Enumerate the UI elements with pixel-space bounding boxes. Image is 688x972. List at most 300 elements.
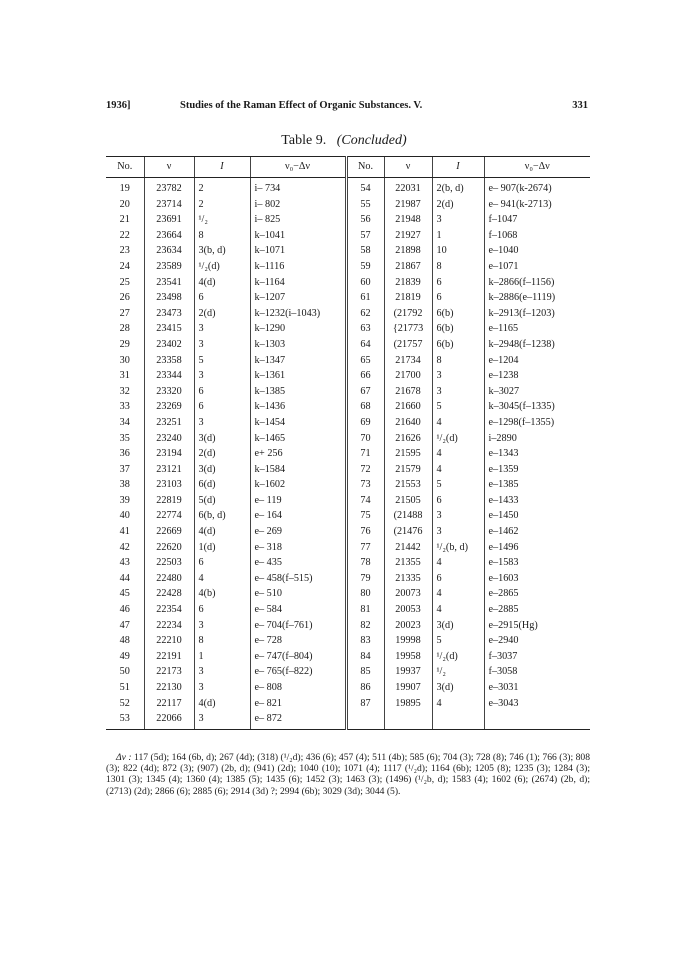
cell-nu: 23473 [144, 306, 194, 322]
cell-intensity: 6 [194, 384, 250, 400]
table-row [106, 493, 590, 509]
cell-no: 77 [346, 540, 384, 556]
table-row [106, 415, 590, 431]
cell-nu: 22480 [144, 571, 194, 587]
cell-nu: 20023 [384, 618, 432, 634]
cell-assignment: e– 119 [250, 493, 346, 509]
cell-no: 35 [119, 432, 130, 444]
col-header-no: No. [346, 157, 384, 178]
table-row [106, 275, 590, 291]
cell-no: 38 [119, 479, 130, 491]
cell-assignment: f–1068 [484, 228, 590, 244]
cell-intensity: 3 [194, 680, 250, 696]
table-row [106, 462, 590, 478]
cell-no: 41 [119, 526, 130, 538]
cell-no: 52 [119, 697, 130, 709]
cell-nu: 22031 [384, 178, 432, 197]
cell-intensity: 5(d) [194, 493, 250, 509]
cell-no: 86 [346, 680, 384, 696]
cell-no: 87 [346, 696, 384, 712]
cell-assignment: k–2948(f–1238) [484, 337, 590, 353]
cell-intensity: 4 [432, 602, 484, 618]
cell-no: 39 [119, 494, 130, 506]
cell-intensity: 4(b) [194, 586, 250, 602]
cell-assignment: e– 269 [250, 524, 346, 540]
cell-nu: 19958 [384, 649, 432, 665]
cell-nu: 23402 [144, 337, 194, 353]
cell-assignment: e– 808 [250, 680, 346, 696]
cell-intensity: 3 [194, 321, 250, 337]
cell-no: 60 [346, 275, 384, 291]
cell-no: 46 [119, 604, 130, 616]
cell-intensity: 6 [194, 399, 250, 415]
cell-nu: 23344 [144, 368, 194, 384]
table-row [106, 633, 590, 649]
table-row [106, 586, 590, 602]
cell-no: 78 [346, 555, 384, 571]
cell-intensity: 3(d) [194, 431, 250, 447]
cell-assignment: f–1047 [484, 212, 590, 228]
cell-assignment: e– 821 [250, 696, 346, 712]
cell-no: 67 [346, 384, 384, 400]
cell-no: 81 [346, 602, 384, 618]
cell-no: 69 [346, 415, 384, 431]
cell-intensity: 6 [194, 555, 250, 571]
table-row [106, 353, 590, 369]
cell-assignment: e– 747(f–804) [250, 649, 346, 665]
cell-no: 68 [346, 399, 384, 415]
col-header-nu: ν [144, 157, 194, 178]
cell-nu: 21595 [384, 446, 432, 462]
cell-intensity: 4 [432, 555, 484, 571]
cell-assignment: k–1584 [250, 462, 346, 478]
cell-intensity: 6(b) [432, 337, 484, 353]
cell-nu: 21660 [384, 399, 432, 415]
cell-nu: 21505 [384, 493, 432, 509]
cell-no: 80 [346, 586, 384, 602]
table-row [106, 290, 590, 306]
cell-assignment: e–2885 [484, 602, 590, 618]
table-row [106, 618, 590, 634]
cell-intensity: 5 [194, 353, 250, 369]
table-header-row [106, 157, 590, 178]
cell-assignment: e–1343 [484, 446, 590, 462]
cell-no: 59 [346, 259, 384, 275]
table-row [106, 524, 590, 540]
cell-no: 54 [346, 178, 384, 197]
cell-assignment: e– 872 [250, 711, 346, 729]
cell-no: 63 [346, 321, 384, 337]
cell-assignment: e–1359 [484, 462, 590, 478]
cell-no: 70 [346, 431, 384, 447]
cell-nu: 23782 [144, 178, 194, 197]
cell-intensity: 8 [432, 259, 484, 275]
cell-no: 71 [346, 446, 384, 462]
cell-intensity: 2 [194, 178, 250, 197]
cell-intensity: 5 [432, 399, 484, 415]
cell-no: 48 [119, 635, 130, 647]
cell-assignment: k–2866(f–1156) [484, 275, 590, 291]
cell-assignment: k–1436 [250, 399, 346, 415]
cell-intensity: 8 [194, 228, 250, 244]
cell-intensity: 4 [432, 415, 484, 431]
cell-intensity: 5 [432, 633, 484, 649]
cell-nu: 20053 [384, 602, 432, 618]
cell-nu: 23269 [144, 399, 194, 415]
cell-nu: 19998 [384, 633, 432, 649]
cell-intensity: 6 [194, 290, 250, 306]
cell-intensity: 3 [432, 384, 484, 400]
table-row [106, 477, 590, 493]
cell-nu: 22428 [144, 586, 194, 602]
cell-assignment: e–1603 [484, 571, 590, 587]
cell-no: 73 [346, 477, 384, 493]
cell-intensity: ¹/₂ [432, 664, 484, 680]
cell-no: 20 [119, 198, 130, 210]
cell-assignment: e– 765(f–822) [250, 664, 346, 680]
cell-intensity: ¹/₂ [194, 212, 250, 228]
cell-intensity: 2(d) [432, 197, 484, 213]
cell-intensity: 3(b, d) [194, 243, 250, 259]
cell-nu: 21335 [384, 571, 432, 587]
cell-no: 55 [346, 197, 384, 213]
cell-nu: 23251 [144, 415, 194, 431]
cell-assignment: e– 907(k-2674) [484, 178, 590, 197]
cell-assignment: k–1207 [250, 290, 346, 306]
cell-nu: 23194 [144, 446, 194, 462]
cell-intensity: 6(b) [432, 306, 484, 322]
running-header [106, 100, 588, 116]
cell-no: 47 [119, 619, 130, 631]
cell-nu: 21626 [384, 431, 432, 447]
cell-assignment: i– 825 [250, 212, 346, 228]
cell-nu: 22130 [144, 680, 194, 696]
col-header-assignment: ν₀−Δν [484, 157, 590, 178]
cell-nu: 22234 [144, 618, 194, 634]
cell-nu: 21442 [384, 540, 432, 556]
table-row [106, 399, 590, 415]
cell-nu: 22819 [144, 493, 194, 509]
cell-nu: 23541 [144, 275, 194, 291]
table-row [106, 337, 590, 353]
table-row [106, 321, 590, 337]
cell-assignment: e–1462 [484, 524, 590, 540]
cell-assignment: e+ 256 [250, 446, 346, 462]
table-row [106, 259, 590, 275]
cell-assignment: k–1303 [250, 337, 346, 353]
table-row [106, 696, 590, 712]
cell-intensity: 4 [432, 446, 484, 462]
cell-intensity: 3 [194, 337, 250, 353]
cell-intensity: ¹/₂(b, d) [432, 540, 484, 556]
footnote [106, 752, 590, 797]
cell-intensity: 3 [194, 711, 250, 729]
table-row [106, 664, 590, 680]
cell-intensity: 6 [432, 571, 484, 587]
cell-no: 36 [119, 448, 130, 460]
cell-nu: 21700 [384, 368, 432, 384]
cell-nu: 22503 [144, 555, 194, 571]
table-caption-note: (Concluded) [336, 133, 407, 148]
header-title: Studies of the Raman Effect of Organic Substances. V. [180, 100, 423, 111]
cell-intensity: 3(d) [194, 462, 250, 478]
cell-assignment: e– 941(k-2713) [484, 197, 590, 213]
cell-nu: 22066 [144, 711, 194, 729]
cell-assignment: e–3031 [484, 680, 590, 696]
cell-nu: 20073 [384, 586, 432, 602]
cell-assignment: f–3037 [484, 649, 590, 665]
cell-nu: 21640 [384, 415, 432, 431]
cell-assignment: e–2865 [484, 586, 590, 602]
cell-assignment: k–1290 [250, 321, 346, 337]
cell-no: 25 [119, 276, 130, 288]
cell-assignment: e– 584 [250, 602, 346, 618]
cell-intensity [432, 711, 484, 729]
cell-no: 29 [119, 338, 130, 350]
cell-no: 45 [119, 588, 130, 600]
cell-assignment: k–1454 [250, 415, 346, 431]
cell-nu: 21839 [384, 275, 432, 291]
cell-intensity: 4(d) [194, 524, 250, 540]
table-row [106, 384, 590, 400]
cell-assignment: e–1298(f–1355) [484, 415, 590, 431]
cell-intensity: 4 [432, 586, 484, 602]
cell-intensity: 8 [194, 633, 250, 649]
cell-nu: 23320 [144, 384, 194, 400]
cell-no: 51 [119, 682, 130, 693]
cell-no: 82 [346, 618, 384, 634]
cell-nu: (21476 [384, 524, 432, 540]
cell-nu: 23121 [144, 462, 194, 478]
cell-intensity: 3(d) [432, 680, 484, 696]
cell-assignment: i– 734 [250, 178, 346, 197]
cell-nu: (21792 [384, 306, 432, 322]
cell-nu: 22210 [144, 633, 194, 649]
cell-assignment: e–1071 [484, 259, 590, 275]
cell-nu: (21488 [384, 508, 432, 524]
raman-data-table [106, 156, 590, 730]
cell-no: 30 [119, 354, 130, 366]
table-row [106, 228, 590, 244]
cell-intensity: 6(b, d) [194, 508, 250, 524]
col-header-assignment: ν₀−Δν [250, 157, 346, 178]
cell-intensity: 6 [194, 602, 250, 618]
cell-intensity: 6(d) [194, 477, 250, 493]
cell-intensity: 4 [432, 462, 484, 478]
table-row [106, 711, 590, 729]
cell-nu: 21927 [384, 228, 432, 244]
cell-no: 22 [119, 229, 130, 241]
table-row [106, 197, 590, 213]
cell-assignment: e–1204 [484, 353, 590, 369]
cell-assignment: e–1238 [484, 368, 590, 384]
table-row [106, 508, 590, 524]
footnote-label: Δν : [116, 752, 132, 763]
cell-assignment: k–3027 [484, 384, 590, 400]
cell-no: 42 [119, 541, 130, 553]
table-row [106, 649, 590, 665]
cell-no: 83 [346, 633, 384, 649]
cell-intensity: 2(d) [194, 446, 250, 462]
cell-no: 84 [346, 649, 384, 665]
cell-intensity: ¹/₂(d) [194, 259, 250, 275]
cell-nu: 22354 [144, 602, 194, 618]
cell-nu: 23103 [144, 477, 194, 493]
cell-assignment: k–1232(i–1043) [250, 306, 346, 322]
cell-intensity: 6 [432, 275, 484, 291]
cell-nu: 23415 [144, 321, 194, 337]
cell-nu: 21898 [384, 243, 432, 259]
cell-assignment: k–1071 [250, 243, 346, 259]
cell-assignment: e–2915(Hg) [484, 618, 590, 634]
cell-intensity: 1 [432, 228, 484, 244]
cell-assignment: e–1165 [484, 321, 590, 337]
cell-no [346, 711, 384, 729]
cell-intensity: 3 [194, 368, 250, 384]
cell-nu: 21553 [384, 477, 432, 493]
cell-assignment: k–1347 [250, 353, 346, 369]
table-label: Table 9. [281, 133, 327, 148]
cell-nu: 22669 [144, 524, 194, 540]
cell-nu: 21867 [384, 259, 432, 275]
cell-no: 57 [346, 228, 384, 244]
cell-nu: 22191 [144, 649, 194, 665]
cell-no: 50 [119, 666, 130, 678]
cell-assignment [484, 711, 590, 729]
cell-assignment: e– 510 [250, 586, 346, 602]
cell-no: 21 [119, 214, 130, 226]
cell-nu: 22620 [144, 540, 194, 556]
cell-assignment: k–1116 [250, 259, 346, 275]
cell-no: 61 [346, 290, 384, 306]
cell-no: 74 [346, 493, 384, 509]
col-header-no: No. [106, 157, 144, 178]
cell-assignment: k–1602 [250, 477, 346, 493]
cell-nu: 21987 [384, 197, 432, 213]
cell-nu: 22173 [144, 664, 194, 680]
table-row [106, 446, 590, 462]
table-row [106, 571, 590, 587]
cell-nu: 23358 [144, 353, 194, 369]
cell-assignment: e–1433 [484, 493, 590, 509]
cell-assignment: i–2890 [484, 431, 590, 447]
cell-assignment: f–3058 [484, 664, 590, 680]
cell-assignment: e–1040 [484, 243, 590, 259]
cell-intensity: 3 [432, 508, 484, 524]
cell-nu: 21678 [384, 384, 432, 400]
table-row [106, 306, 590, 322]
cell-nu: 21355 [384, 555, 432, 571]
cell-intensity: ¹/₂(d) [432, 649, 484, 665]
cell-intensity: 6 [432, 290, 484, 306]
cell-assignment: e–3043 [484, 696, 590, 712]
cell-nu: 23634 [144, 243, 194, 259]
col-header-nu: ν [384, 157, 432, 178]
cell-assignment: e– 164 [250, 508, 346, 524]
cell-assignment: e–1450 [484, 508, 590, 524]
cell-nu: 19907 [384, 680, 432, 696]
cell-no: 72 [346, 462, 384, 478]
cell-no: 34 [119, 416, 130, 428]
cell-nu: (21757 [384, 337, 432, 353]
cell-assignment: i– 802 [250, 197, 346, 213]
cell-no: 40 [119, 510, 130, 522]
table-row [106, 212, 590, 228]
cell-no: 58 [346, 243, 384, 259]
cell-intensity: 6 [432, 493, 484, 509]
cell-nu: 23589 [144, 259, 194, 275]
cell-assignment: e– 458(f–515) [250, 571, 346, 587]
cell-assignment: e–1496 [484, 540, 590, 556]
cell-assignment: k–2886(e–1119) [484, 290, 590, 306]
cell-no: 62 [346, 306, 384, 322]
cell-intensity: 10 [432, 243, 484, 259]
cell-nu: 23691 [144, 212, 194, 228]
cell-intensity: 2(d) [194, 306, 250, 322]
table-row [106, 368, 590, 384]
cell-no: 65 [346, 353, 384, 369]
footnote-text: 117 (5d); 164 (6b, d); 267 (4d); (318) (¹/₂d); 436 (6); 457 (4); 511 (4b); 585 (6); 704 (3); 728 (8); 746 (1); 766 (3); 808 (3); 822 (4d); 872 (3); (907) (2b, d); (941) (2d); 1040 (10); 1071 (4); 1117 (¹/₂d); 1164 (6b); 1205 (8); 1235 (3); 1284 (3); 1301 (3); 1345 (4); 1360 (4); 1385 (5); 1435 (6); 1452 (3); 1463 (3); (1496) (¹/₂b, d); 1583 (4); 1602 (6); (2674) (2b, d); (2713) (2d); 2866 (6); 2885 (6); 2914 (3d) ?; 2994 (6b); 3029 (3d); 3044 (5). [106, 752, 590, 797]
cell-intensity: 8 [432, 353, 484, 369]
cell-no: 75 [346, 508, 384, 524]
page-number: 331 [572, 100, 588, 111]
cell-intensity: 1 [194, 649, 250, 665]
cell-no: 85 [346, 664, 384, 680]
cell-intensity: 3 [194, 415, 250, 431]
cell-no: 43 [119, 557, 130, 569]
cell-no: 37 [119, 463, 130, 475]
cell-no: 19 [119, 183, 130, 194]
table-row [106, 680, 590, 696]
cell-nu: 19937 [384, 664, 432, 680]
cell-assignment: e–2940 [484, 633, 590, 649]
cell-nu: 23498 [144, 290, 194, 306]
cell-assignment: e– 704(f–761) [250, 618, 346, 634]
cell-nu: 21948 [384, 212, 432, 228]
cell-assignment: e– 435 [250, 555, 346, 571]
cell-assignment: k–1164 [250, 275, 346, 291]
cell-no: 66 [346, 368, 384, 384]
cell-no: 26 [119, 292, 130, 304]
cell-no: 27 [119, 307, 130, 319]
cell-no: 23 [119, 245, 130, 257]
cell-no: 76 [346, 524, 384, 540]
cell-intensity: 4(d) [194, 275, 250, 291]
col-header-intensity: I [432, 157, 484, 178]
table-row [106, 178, 590, 197]
table-row [106, 555, 590, 571]
cell-no: 24 [119, 260, 130, 272]
cell-intensity: 3 [194, 664, 250, 680]
cell-nu: 23240 [144, 431, 194, 447]
cell-intensity: 3 [432, 212, 484, 228]
cell-assignment: e– 318 [250, 540, 346, 556]
cell-no: 79 [346, 571, 384, 587]
table-caption [0, 133, 688, 149]
cell-assignment: k–1041 [250, 228, 346, 244]
cell-intensity: 4 [432, 696, 484, 712]
cell-assignment: k–1385 [250, 384, 346, 400]
cell-intensity: 5 [432, 477, 484, 493]
cell-intensity: 3 [194, 618, 250, 634]
table-row [106, 431, 590, 447]
cell-no: 44 [119, 572, 130, 584]
cell-nu [384, 711, 432, 729]
cell-intensity: 2(b, d) [432, 178, 484, 197]
cell-assignment: k–2913(f–1203) [484, 306, 590, 322]
cell-nu: 21579 [384, 462, 432, 478]
table-row [106, 602, 590, 618]
